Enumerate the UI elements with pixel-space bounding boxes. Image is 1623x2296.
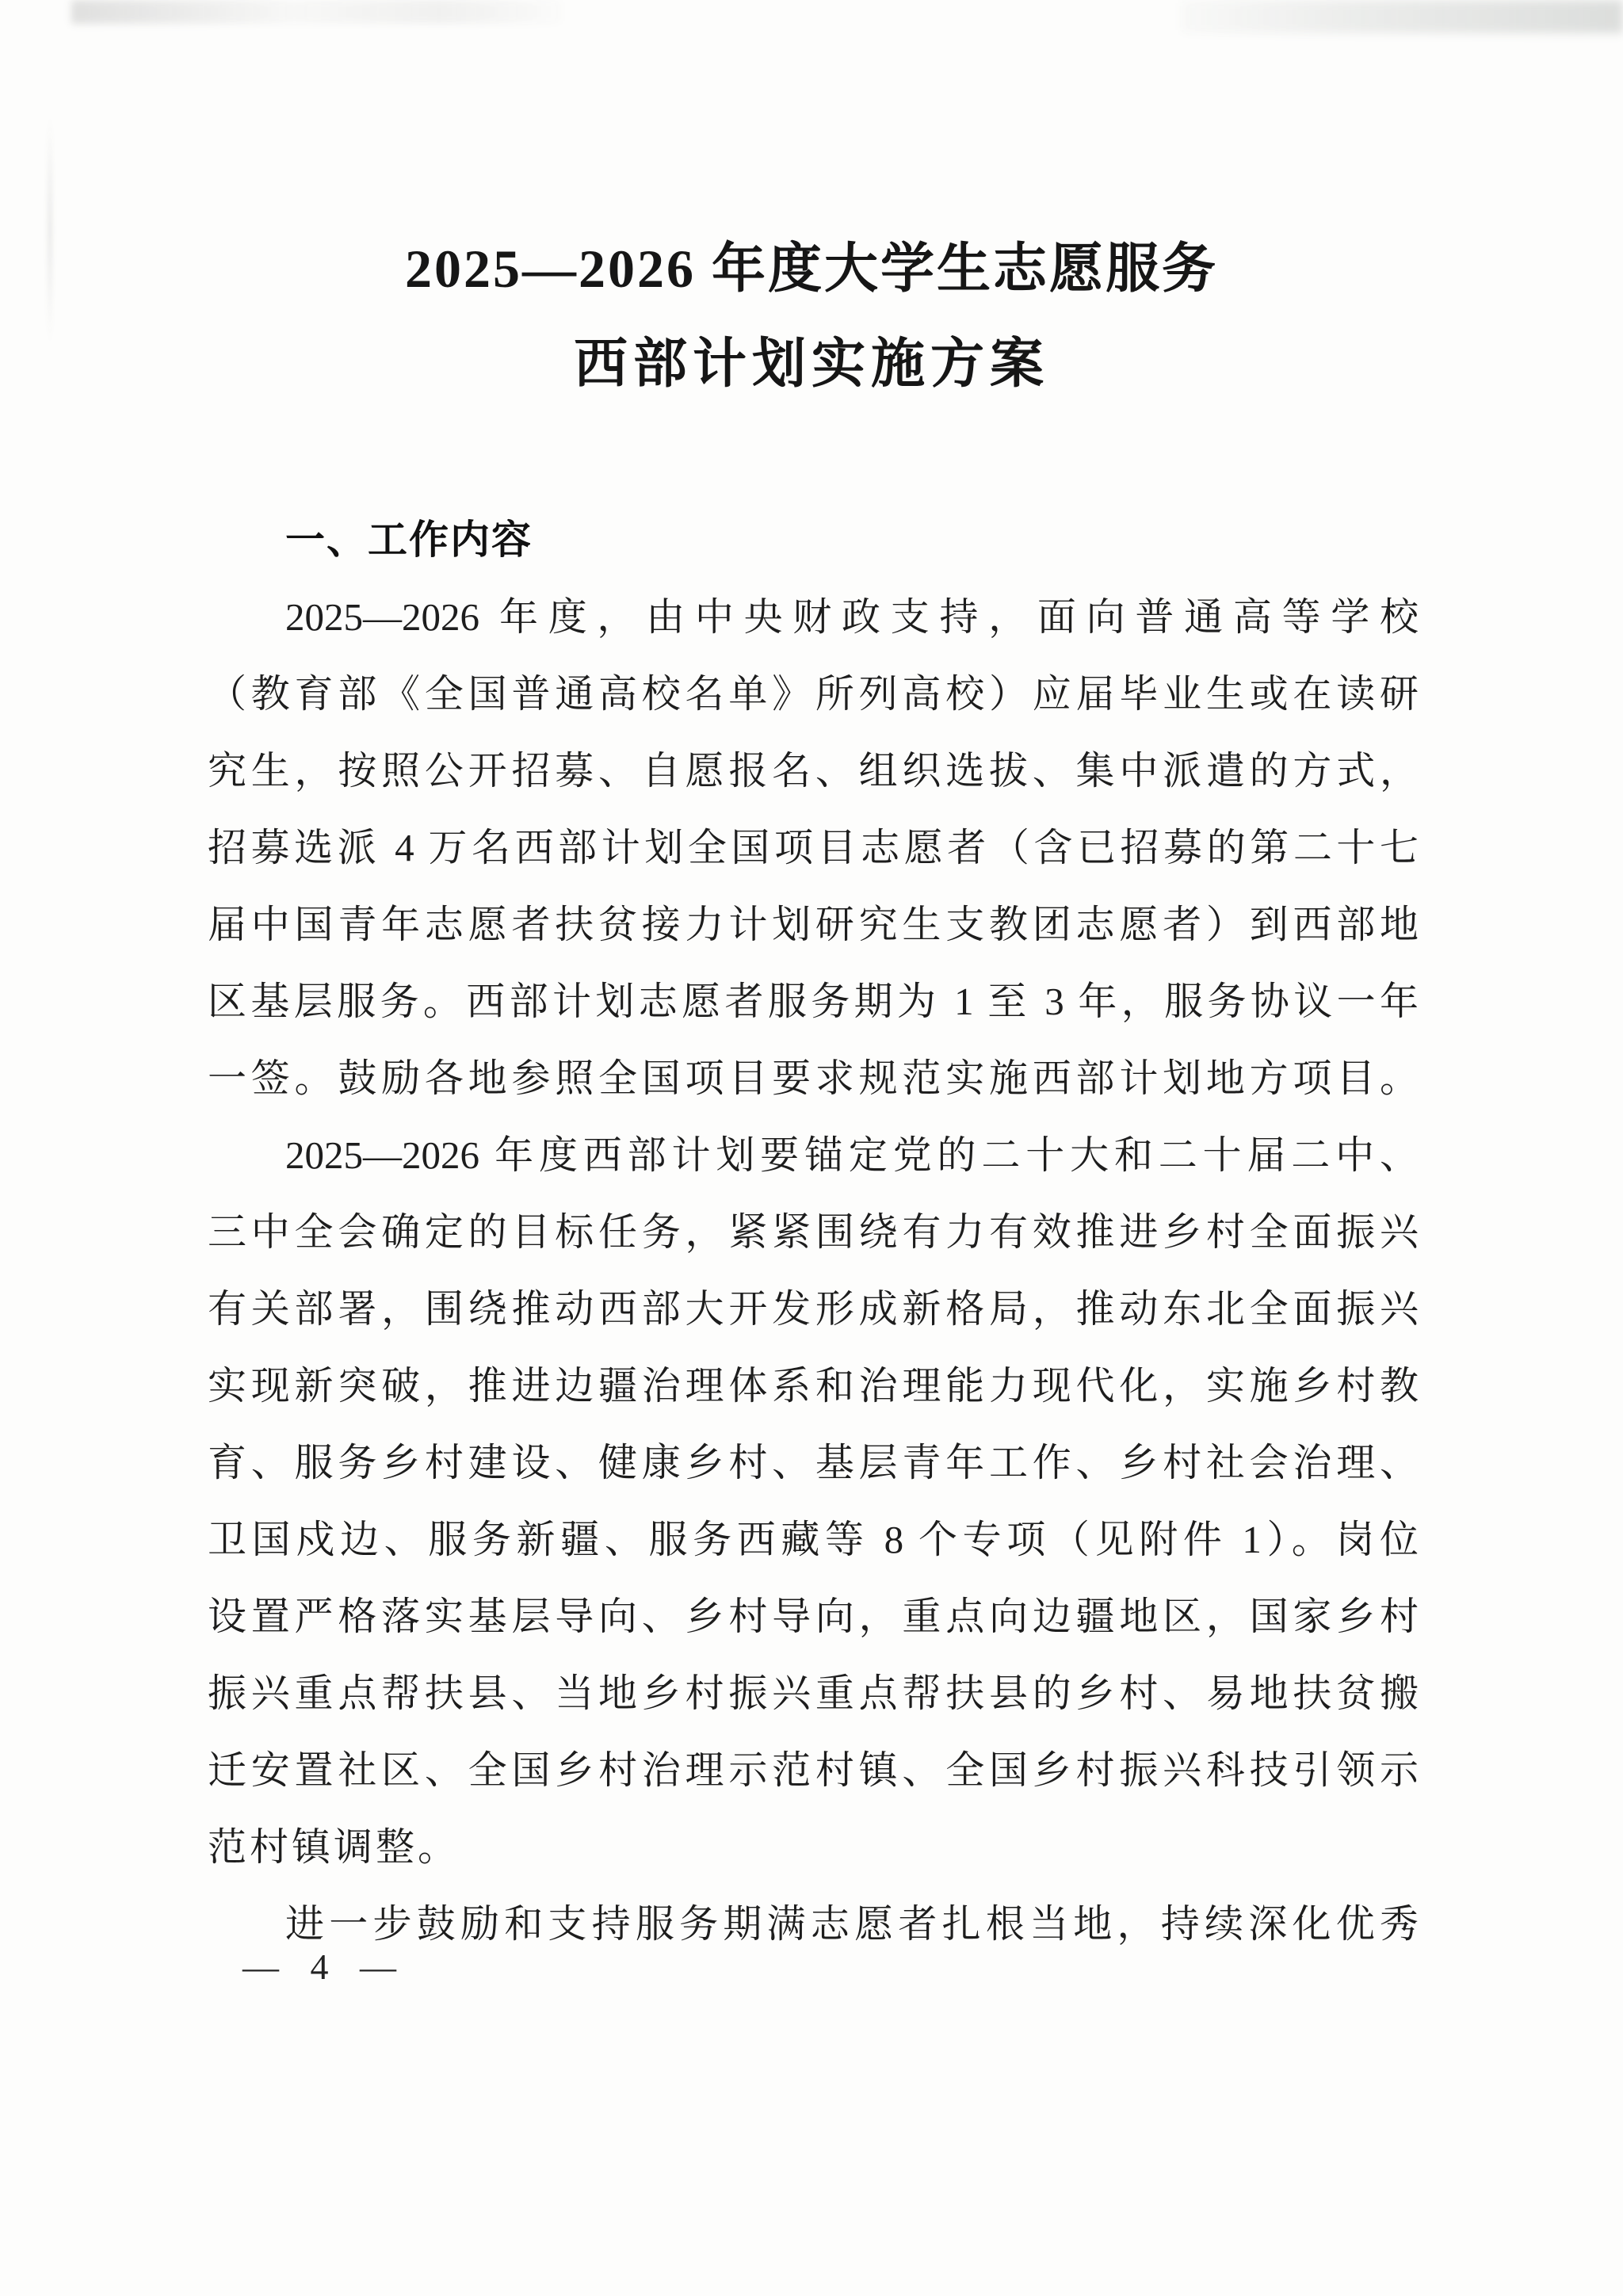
body-line: 育、服务乡村建设、健康乡村、基层青年工作、乡村社会治理、: [208, 1441, 1419, 1484]
document-title-line-2: 西部计划实施方案: [573, 334, 1049, 394]
body-line: 有关部署，围绕推动西部大开发形成新格局，推动东北全面振兴: [208, 1287, 1419, 1331]
body-line: 设置严格落实基层导向、乡村导向，重点向边疆地区，国家乡村: [208, 1595, 1419, 1638]
body-line: 届中国青年志愿者扶贫接力计划研究生支教团志愿者）到西部地: [208, 903, 1419, 946]
page-number: — 4 —: [242, 1946, 407, 1987]
body-line: 招募选派 4 万名西部计划全国项目志愿者（含已招募的第二十七: [208, 826, 1419, 869]
body-line: 究生，按照公开招募、自愿报名、组织选拔、集中派遣的方式，: [208, 749, 1419, 793]
body-line: 三中全会确定的目标任务，紧紧围绕有力有效推进乡村全面振兴: [208, 1210, 1419, 1254]
document-title: [0, 235, 1623, 398]
body-line: 卫国戍边、服务新疆、服务西藏等 8 个专项（见附件 1）。岗位: [208, 1518, 1419, 1561]
body-line: 一签。鼓励各地参照全国项目要求规范实施西部计划地方项目。: [208, 1056, 1419, 1100]
body-line: 迁安置社区、全国乡村治理示范村镇、全国乡村振兴科技引领示: [208, 1748, 1419, 1792]
body-line: 进一步鼓励和支持服务期满志愿者扎根当地，持续深化优秀: [285, 1902, 1419, 1946]
document-title-line-1: 2025—2026 年度大学生志愿服务: [404, 239, 1218, 299]
body-line: 2025—2026 年度西部计划要锚定党的二十大和二十届二中、: [285, 1133, 1419, 1177]
scan-artifact-top-right: [1181, 0, 1623, 33]
scan-artifact-top-left: [71, 0, 563, 24]
document-body: [208, 502, 1419, 1962]
body-line: 区基层服务。西部计划志愿者服务期为 1 至 3 年，服务协议一年: [208, 980, 1419, 1023]
body-line: 范村镇调整。: [208, 1825, 460, 1869]
body-line: （教育部《全国普通高校名单》所列高校）应届毕业生或在读研: [208, 672, 1419, 716]
body-line: 实现新突破，推进边疆治理体系和治理能力现代化，实施乡村教: [208, 1364, 1419, 1408]
section-heading: 一、工作内容: [285, 518, 533, 562]
body-line: 振兴重点帮扶县、当地乡村振兴重点帮扶县的乡村、易地扶贫搬: [208, 1671, 1419, 1715]
body-line: 2025—2026 年度，由中央财政支持，面向普通高等学校: [285, 595, 1419, 639]
